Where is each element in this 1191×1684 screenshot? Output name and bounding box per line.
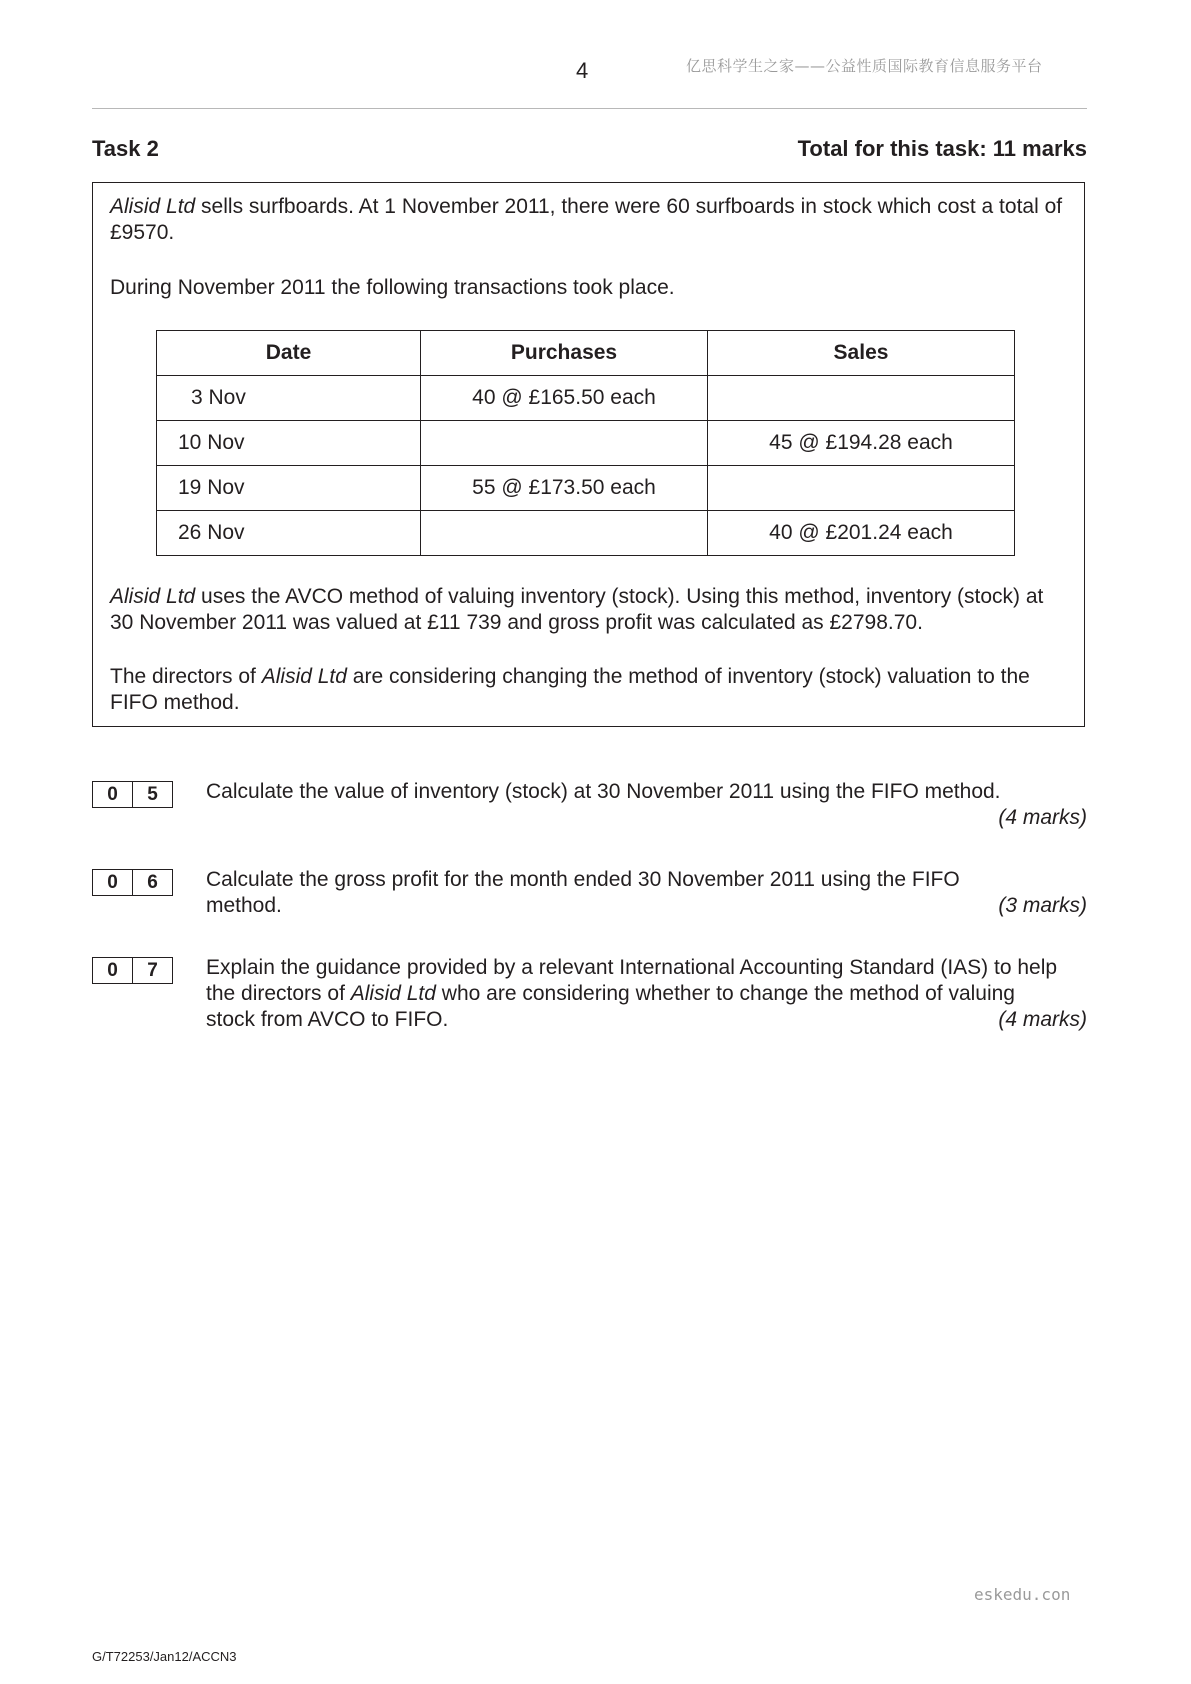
page-number: 4 bbox=[576, 58, 589, 83]
cell-purchases bbox=[421, 511, 708, 556]
directors-text-pre: The directors of bbox=[110, 665, 262, 688]
question-text: Calculate the value of inventory (stock) at 30 November 2011 using the FIFO method. bbox=[206, 780, 1001, 803]
cell-date: 10 Nov bbox=[157, 421, 421, 466]
paper-code: G/T72253/Jan12/ACCN3 bbox=[92, 1649, 237, 1664]
cell-purchases bbox=[421, 421, 708, 466]
footer-watermark: eskedu.con bbox=[974, 1585, 1071, 1604]
column-header-date: Date bbox=[157, 331, 421, 376]
cell-sales bbox=[708, 466, 1015, 511]
cell-date: 26 Nov bbox=[157, 511, 421, 556]
company-name: Alisid Ltd bbox=[110, 585, 196, 608]
header-divider bbox=[92, 108, 1087, 109]
company-name: Alisid Ltd bbox=[350, 982, 436, 1005]
directors-text-post: are considering changing the method of inventory (stock) valuation to the FIFO method. bbox=[110, 665, 1030, 714]
scenario-intro-text: sells surfboards. At 1 November 2011, there were 60 surfboards in stock which cost a total of £9570. bbox=[110, 195, 1063, 244]
column-header-purchases: Purchases bbox=[421, 331, 708, 376]
question-text-post: who are considering whether to change the method of valuing stock from AVCO to FIFO. bbox=[206, 982, 1015, 1031]
question-digit: 7 bbox=[132, 958, 172, 983]
transactions-intro: During November 2011 the following transactions took place. bbox=[110, 276, 675, 299]
cell-sales bbox=[708, 376, 1015, 421]
question-digit: 0 bbox=[107, 872, 118, 893]
table-row bbox=[157, 466, 1015, 511]
question-number-box bbox=[92, 869, 173, 896]
table-row bbox=[157, 421, 1015, 466]
table-row bbox=[157, 511, 1015, 556]
task-title: Task 2 bbox=[92, 136, 159, 161]
cell-purchases: 55 @ £173.50 each bbox=[421, 466, 708, 511]
question-marks: (3 marks) bbox=[998, 894, 1087, 917]
question-digit: 0 bbox=[107, 784, 118, 805]
question-text bbox=[206, 955, 1066, 1033]
question-digit: 0 bbox=[107, 960, 118, 981]
scenario-box bbox=[92, 182, 1085, 727]
cell-date: 19 Nov bbox=[157, 466, 421, 511]
company-name: Alisid Ltd bbox=[261, 665, 347, 688]
table-row bbox=[157, 376, 1015, 421]
cell-date: 3 Nov bbox=[157, 376, 421, 421]
question-text: Calculate the gross profit for the month ended 30 November 2011 using the FIFO method. bbox=[206, 868, 960, 917]
cell-sales: 40 @ £201.24 each bbox=[708, 511, 1015, 556]
question-number-box bbox=[92, 957, 173, 984]
cell-purchases: 40 @ £165.50 each bbox=[421, 376, 708, 421]
directors-paragraph bbox=[110, 664, 1070, 716]
question-digit: 6 bbox=[132, 870, 172, 895]
question-marks: (4 marks) bbox=[998, 806, 1087, 829]
column-header-sales: Sales bbox=[708, 331, 1015, 376]
table-header-row bbox=[157, 331, 1015, 376]
task-total-marks: Total for this task: 11 marks bbox=[797, 136, 1087, 161]
question-digit: 5 bbox=[132, 782, 172, 807]
question-marks: (4 marks) bbox=[998, 1008, 1087, 1031]
header-watermark: 亿思科学生之家——公益性质国际教育信息服务平台 bbox=[686, 57, 1043, 75]
question-number-box bbox=[92, 781, 173, 808]
avco-paragraph bbox=[110, 584, 1070, 636]
transactions-table bbox=[156, 330, 1015, 556]
question-text-pre: Explain the guidance provided by a relevant International Accounting Standard (IAS) to help the directors of bbox=[206, 956, 1058, 1005]
scenario-intro bbox=[110, 194, 1070, 246]
company-name: Alisid Ltd bbox=[110, 195, 196, 218]
cell-sales: 45 @ £194.28 each bbox=[708, 421, 1015, 466]
avco-paragraph-text: uses the AVCO method of valuing inventory (stock). Using this method, inventory (stock) at 30 November 2011 was valued at £11 739 and gross profit was calculated as £2798.70. bbox=[110, 585, 1044, 634]
